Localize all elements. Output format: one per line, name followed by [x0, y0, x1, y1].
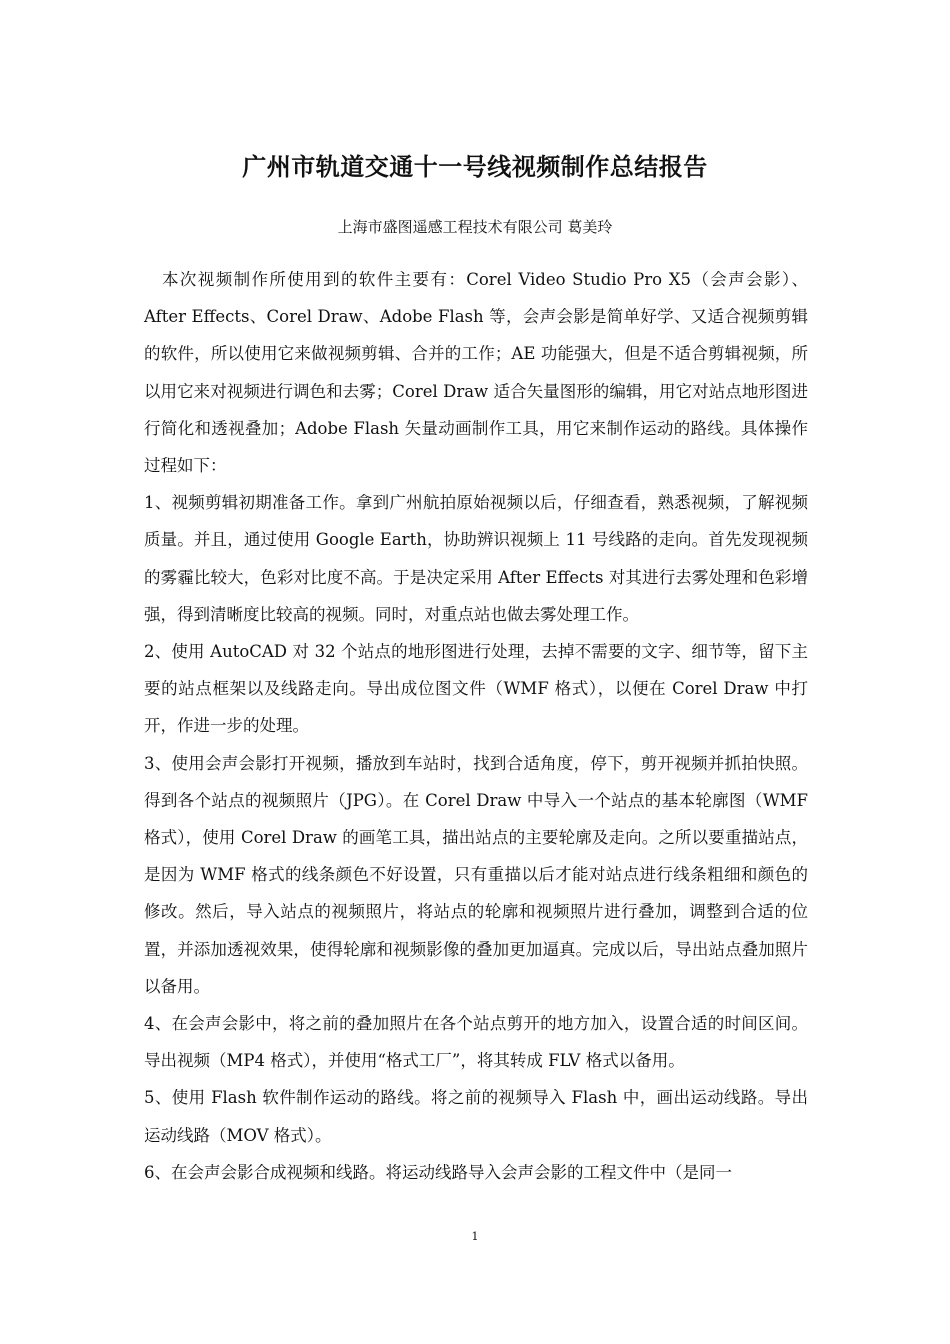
paragraph-step-1: 1、视频剪辑初期准备工作。拿到广州航拍原始视频以后，仔细查看，熟悉视频，了解视频质量。并且，通过使用 Google Earth，协助辨识视频上 11 号线路的走向。首先发现视频的雾霾比较大，色彩对比度不高。于是决定采用 After Effects 对其进行去雾处理和色彩增强，得到清晰度比较高的视频。同时，对重点站也做去雾处理工作。 [144, 493, 808, 624]
paragraph-step-2: 2、使用 AutoCAD 对 32 个站点的地形图进行处理，去掉不需要的文字、细节等，留下主要的站点框架以及线路走向。导出成位图文件（WMF 格式），以便在 Corel Draw 中打开，作进一步的处理。 [144, 642, 808, 736]
page-number: 1 [471, 1230, 479, 1243]
document-title: 广州市轨道交通十一号线视频制作总结报告 [242, 152, 708, 181]
paragraph-step-4: 4、在会声会影中，将之前的叠加照片在各个站点剪开的地方加入，设置合适的时间区间。导出视频（MP4 格式），并使用“格式工厂”，将其转成 FLV 格式以备用。 [144, 1014, 808, 1071]
paragraph-step-6: 6、在会声会影合成视频和线路。将运动线路导入会声会影的工程文件中（是同一 [144, 1162, 732, 1182]
paragraph-step-3: 3、使用会声会影打开视频，播放到车站时，找到合适角度，停下，剪开视频并抓拍快照。得到各个站点的视频照片（JPG）。在 Corel Draw 中导入一个站点的基本轮廓图（WMF 格式），使用 Corel Draw 的画笔工具，描出站点的主要轮廓及走向。之所以要重描站点，是因为 WMF 格式的线条颜色不好设置，只有重描以后才能对站点进行线条粗细和颜色的修改。然后，导入站点的视频照片，将站点的轮廓和视频照片进行叠加，调整到合适的位置，并添加透视效果，使得轮廓和视频影像的叠加更加逼真。完成以后，导出站点叠加照片以备用。 [144, 753, 808, 996]
document-author: 上海市盛图遥感工程技术有限公司 葛美玲 [337, 218, 613, 236]
paragraph-intro: 本次视频制作所使用到的软件主要有：Corel Video Studio Pro X5（会声会影）、After Effects、Corel Draw、Adobe Flash 等，会声会影是简单好学、又适合视频剪辑的软件，所以使用它来做视频剪辑、合并的工作；AE 功能强大，但是不适合剪辑视频，所以用它来对视频进行调色和去雾；Corel Draw 适合矢量图形的编辑，用它对站点地形图进行简化和透视叠加；Adobe Flash 矢量动画制作工具，用它来制作运动的路线。具体操作过程如下： [144, 270, 808, 476]
document-body [144, 261, 808, 1191]
paragraph-step-5: 5、使用 Flash 软件制作运动的路线。将之前的视频导入 Flash 中，画出运动线路。导出运动线路（MOV 格式）。 [144, 1088, 808, 1145]
